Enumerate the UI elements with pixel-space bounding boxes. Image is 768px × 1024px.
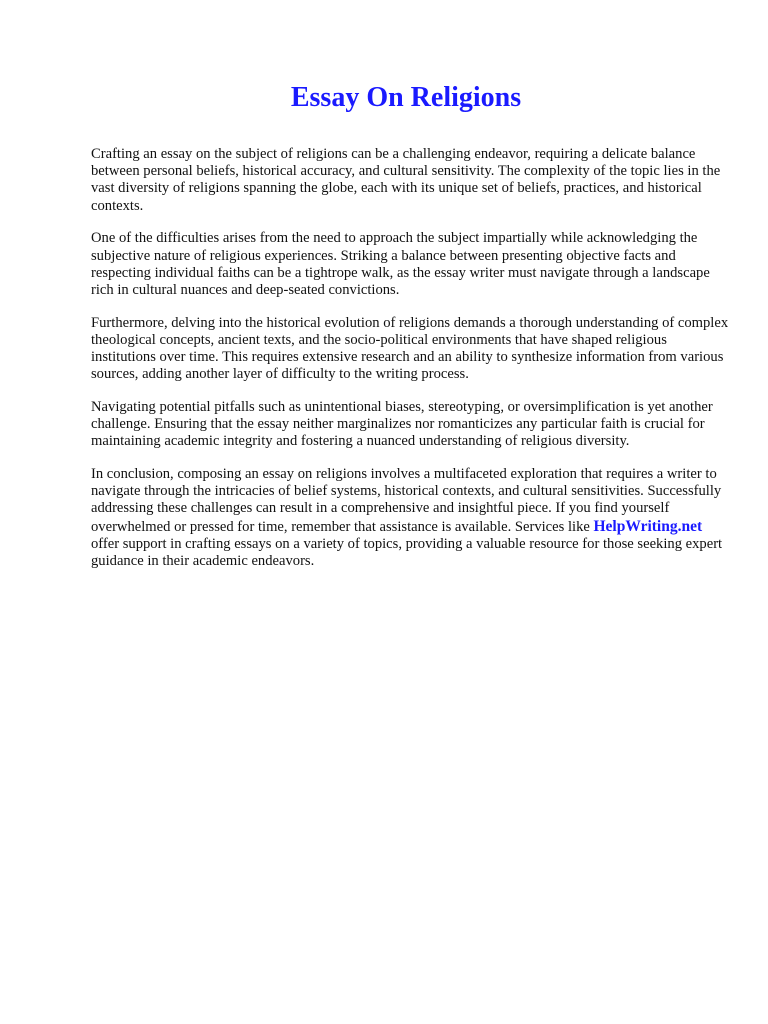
- page-title: Essay On Religions: [290, 82, 522, 113]
- paragraph-difficulties: One of the difficulties arises from the need to approach the subject impartially while acknowledging the subjective nature of religious experiences. Striking a balance between presenting objective facts and respecting individual faiths can be a tightrope walk, as the essay writer must navigate through a landscape rich in cultural nuances and deep-seated convictions.: [91, 230, 710, 298]
- paragraph-conclusion: [91, 466, 731, 570]
- helpwriting-link[interactable]: HelpWriting.net: [593, 517, 703, 535]
- essay-body: [91, 146, 731, 586]
- paragraph-pitfalls: Navigating potential pitfalls such as unintentional biases, stereotyping, or oversimplification is yet another challenge. Ensuring that the essay neither marginalizes nor romanticizes any particular faith is crucial for maintaining academic integrity and fostering a nuanced understanding of religious diversity.: [91, 398, 713, 450]
- paragraph-intro: Crafting an essay on the subject of religions can be a challenging endeavor, requiring a delicate balance between personal beliefs, historical accuracy, and cultural sensitivity. The complexity of the topic lies in the vast diversity of religions spanning the globe, each with its unique set of beliefs, practices, and historical contexts.: [91, 146, 721, 214]
- conclusion-text-before-link: In conclusion, composing an essay on religions involves a multifaceted exploration that requires a writer to navigate through the intricacies of belief systems, historical contexts, and cultural sensitivities. Successfully addressing these challenges can result in a comprehensive and insightful piece. If you find yourself overwhelmed or pressed for time, remember that assistance is available. Services like: [91, 466, 722, 535]
- paragraph-history: Furthermore, delving into the historical evolution of religions demands a thorough understanding of complex theological concepts, ancient texts, and the socio-political environments that have shaped religious institutions over time. This requires extensive research and an ability to synthesize information from various sources, adding another layer of difficulty to the writing process.: [91, 314, 729, 383]
- conclusion-text-after-link: offer support in crafting essays on a variety of topics, providing a valuable resource for those seeking expert guidance in their academic endeavors.: [91, 535, 723, 570]
